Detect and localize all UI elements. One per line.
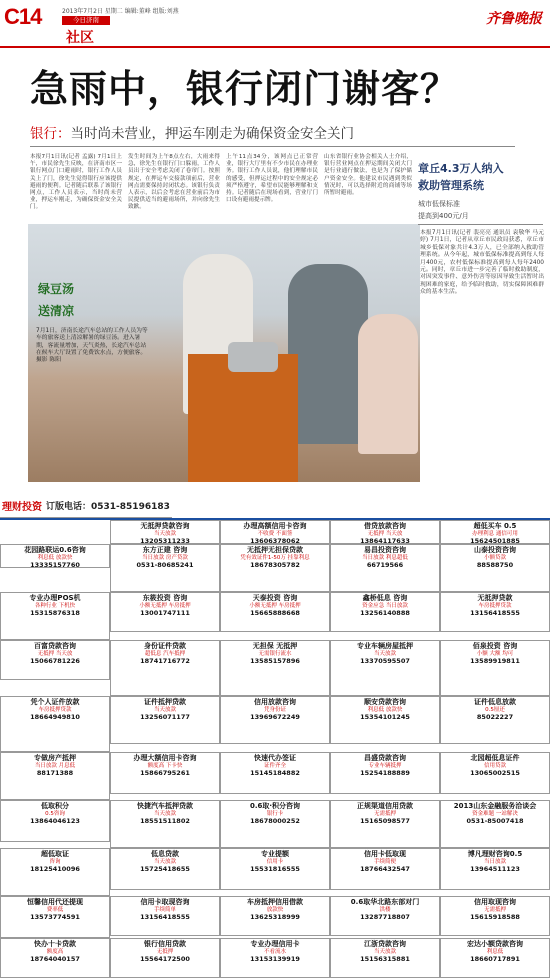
- ad-title: 专业提额: [261, 850, 289, 858]
- ad-cell: [0, 896, 110, 938]
- ad-phone: 66719566: [366, 561, 404, 569]
- ad-body: 0.5厘还: [485, 707, 505, 713]
- ad-cell: [440, 938, 550, 978]
- ad-body: 各种行业 下机快: [34, 603, 76, 609]
- ad-body: 银行卡: [266, 811, 284, 817]
- ad-title: 信用取现咨询: [474, 898, 516, 906]
- ad-cell: [220, 640, 330, 696]
- ad-cell: [220, 520, 330, 544]
- section-title: 社区: [66, 30, 94, 46]
- ad-cell: [110, 544, 220, 592]
- ad-phone: 15354101245: [360, 713, 410, 721]
- ad-cell: [110, 938, 220, 978]
- ad-body: 车房抵押贷款: [478, 603, 512, 609]
- ad-body: 办理利息 通信可用: [472, 531, 518, 537]
- ad-cell: [330, 938, 440, 978]
- ad-cell: [110, 896, 220, 936]
- ad-phone: 15254188889: [360, 769, 410, 777]
- ad-body: 信用贷款: [483, 763, 506, 769]
- ad-title: 昌盛贷款咨询: [364, 754, 406, 762]
- ad-cell: [330, 544, 440, 592]
- article-column-4: 山东省银行业协会相关人士介绍，银行营业网点在押运期间关闭大门是行业通行做法，也是为了保护储户资金安全。他建议市民遇到类似情况时，可以选择附近的商铺等场所暂时避雨。: [324, 154, 412, 197]
- ad-phone: 15866795261: [140, 769, 190, 777]
- ad-body: 利息低: [486, 949, 504, 955]
- ad-title: 天泰投资 咨询: [252, 594, 298, 602]
- ad-phone: 13205311233: [140, 537, 190, 545]
- ad-title: 低息贷款: [151, 850, 179, 858]
- sidebar-body: 本报7月1日讯(记者 裴亮亮 通讯员 袁敬华 马元婷) 7月1日，记者从章丘市民政局获悉，章丘市城乡低保对象共计4.3万人，已全部纳入救助管理系统。从今年起，城市低保标准提高到每人每月400元，农村低保标准提高到每人每年2400元。同时，章丘市进一步完善了临时救助制度，对因突发事件、意外伤害等原因导致生活暂时出现困难的家庭，给予临时救助，切实保障困难群众的基本生活。: [420, 230, 544, 296]
- article-column-1: 本报7月1日讯(记者 孟露) 7月1日上午，市民徐先生反映，在济南市区一银行网点门口避雨时，银行工作人员关上了门，徐先生觉得银行应该提供避雨的便利。记者随后联系了该银行网点，工作人员表示，当时尚未营业，押运车刚走，为确保资金安全关门。: [30, 154, 122, 211]
- ad-title: 信用卡取现咨询: [140, 898, 190, 906]
- ad-phone: 15564172500: [140, 955, 190, 963]
- ad-cell: [220, 696, 330, 744]
- ad-cell: [0, 544, 110, 568]
- ad-title: 花园路联运0.6咨询: [24, 546, 86, 554]
- ad-title: 低取积分: [41, 802, 69, 810]
- ads-strip: [0, 494, 172, 518]
- page-header: [0, 0, 550, 48]
- ad-title: 证件抵押贷款: [144, 698, 186, 706]
- ad-phone: 18125410096: [30, 865, 80, 873]
- ad-phone: 88171388: [36, 769, 74, 777]
- ad-body: 当日放款 利息超低: [362, 555, 408, 561]
- ad-cell: [220, 544, 330, 592]
- ad-title: 信用卡低取现: [364, 850, 406, 858]
- ad-title: 身份证件贷款: [144, 642, 186, 650]
- ads-grid: [0, 518, 550, 978]
- ad-title: 办理高额信用卡咨询: [243, 522, 307, 530]
- sidebar-subhead: 城市低保标准 提高到400元/月: [418, 200, 469, 220]
- ads-strip-label: 理财投资: [2, 502, 42, 513]
- ad-body: 费率低: [46, 907, 64, 913]
- ad-body: 小额无抵押 车房抵押: [139, 603, 191, 609]
- ad-cell: [110, 848, 220, 890]
- ad-cell: [440, 592, 550, 632]
- ad-cell: [330, 592, 440, 632]
- ad-cell: [330, 800, 440, 848]
- photo-soup-pot: [228, 342, 278, 372]
- ad-phone: 13153139919: [250, 955, 300, 963]
- ad-cell: [110, 520, 220, 544]
- ad-body: 凭有效证件1-50万 挂靠利息: [240, 555, 310, 561]
- ad-cell: [330, 896, 440, 936]
- ad-body: 当天放款: [373, 949, 396, 955]
- ad-title: 银行信用贷款: [144, 940, 186, 948]
- ad-cell: [440, 544, 550, 592]
- ad-phone: 13335157760: [30, 561, 80, 569]
- ad-phone: 13964511123: [470, 865, 520, 873]
- ad-title: 专做房产抵押: [34, 754, 76, 762]
- ad-body: 无抵押 当天放: [37, 651, 73, 657]
- ad-body: 洪楼: [379, 907, 391, 913]
- ad-phone: 13864046123: [30, 817, 80, 825]
- ad-title: 超低买车 0.5: [473, 522, 517, 530]
- ad-cell: [440, 696, 550, 744]
- headline-rule: [30, 146, 515, 147]
- photo-cabinet: [188, 354, 298, 482]
- ad-body: 手续简单: [153, 907, 176, 913]
- ad-body: 0.5咨询: [45, 811, 65, 817]
- ad-cell: [440, 520, 550, 544]
- ad-phone: 0531-80685241: [136, 561, 194, 569]
- ad-cell: [0, 848, 110, 896]
- ad-title: 顺安贷款咨询: [364, 698, 406, 706]
- ad-phone: 13573774591: [30, 913, 80, 921]
- ad-body: 不看流水: [263, 949, 286, 955]
- ad-cell: [330, 848, 440, 890]
- ad-title: 博凡理财咨询0.5: [467, 850, 523, 858]
- ad-title: 无抵押贷款: [477, 594, 513, 602]
- ad-body: 资金难题 一站解决: [472, 811, 518, 817]
- photo-caption-body: 7月1日，济南长途汽车总站的工作人员为等车的旅客送上清凉解暑的绿豆汤。进入暑期，客流量增加，天气炎热，长途汽车总站在候车大厅设置了免费饮水点，方便旅客。摄影 陈阳: [36, 328, 148, 364]
- ad-phone: 88588750: [476, 561, 514, 569]
- ad-body: 当日放款 房产贷款: [142, 555, 188, 561]
- ad-phone: 13156418555: [140, 913, 190, 921]
- ad-title: 快办十卡贷款: [34, 940, 76, 948]
- ad-title: 超低取证: [41, 850, 69, 858]
- ad-phone: 15315876318: [30, 609, 80, 617]
- ad-title: 专业车辆房屋抵押: [357, 642, 413, 650]
- ad-cell: [220, 752, 330, 794]
- ad-phone: 18660717891: [470, 955, 520, 963]
- ad-phone: 15725418655: [140, 865, 190, 873]
- ad-phone: 15531816555: [250, 865, 300, 873]
- ad-body: 资金应急 当日放款: [362, 603, 408, 609]
- sidebar-rule: [418, 224, 543, 225]
- ad-cell: [110, 752, 220, 794]
- ad-title: 专业办理信用卡: [250, 940, 300, 948]
- ad-phone: 0531-85007418: [466, 817, 524, 825]
- ad-title: 百富贷款咨询: [34, 642, 76, 650]
- ad-phone: 15145184882: [250, 769, 300, 777]
- ad-title: 东方正建 咨询: [142, 546, 188, 554]
- ad-title: 车房抵押信用借款: [247, 898, 303, 906]
- ad-title: 山泰投资咨询: [474, 546, 516, 554]
- ad-phone: 13001747111: [140, 609, 190, 617]
- ad-phone: 18766432547: [360, 865, 410, 873]
- ad-phone: 18741716772: [140, 657, 190, 665]
- photo-figure-traveler: [288, 264, 368, 444]
- ad-body: 额度高 下卡快: [147, 763, 183, 769]
- ad-phone: 13256071177: [140, 713, 190, 721]
- ad-body: 当天放款: [153, 531, 176, 537]
- ad-body: 当天放款: [153, 707, 176, 713]
- article-subhead: 银行：当时尚未营业，押运车刚走为确保资金安全关门: [30, 126, 354, 142]
- ad-body: 当天放款: [153, 811, 176, 817]
- ad-title: 北园超低息证件: [470, 754, 520, 762]
- ad-body: 无抵押 当天放: [367, 531, 403, 537]
- ad-body: 小额无抵押 车房抵押: [249, 603, 301, 609]
- ad-body: 无抵押: [156, 949, 174, 955]
- photo-caption-title: 绿豆汤 送清凉: [38, 282, 75, 318]
- ad-body: 无需银行流水: [258, 651, 292, 657]
- header-rule: [0, 46, 550, 48]
- ad-cell: [0, 938, 110, 978]
- ad-cell: [110, 696, 220, 744]
- ad-body: 小额 大额 均可: [476, 651, 514, 657]
- ad-title: 正规渠道信用贷款: [357, 802, 413, 810]
- ad-title: 鑫桥低息 咨询: [362, 594, 408, 602]
- ad-cell: [0, 800, 110, 842]
- ad-title: 恒馨信用代还提现: [27, 898, 83, 906]
- ad-body: 当天放款: [153, 859, 176, 865]
- photo-figure-child: [358, 314, 418, 454]
- ad-body: 当日放款: [483, 859, 506, 865]
- ad-phone: 15066781226: [30, 657, 80, 665]
- article-headline: 急雨中，银行闭门谢客？: [30, 67, 460, 111]
- ad-body: 不收费 不面签: [257, 531, 293, 537]
- ad-title: 快速代办签证: [254, 754, 296, 762]
- ad-cell: [220, 896, 330, 936]
- ad-phone: 85022227: [476, 713, 514, 721]
- ad-title: 办理大额信用卡咨询: [133, 754, 197, 762]
- ad-body: 当天放款: [373, 651, 396, 657]
- ad-phone: 15156315881: [360, 955, 410, 963]
- ad-title: 无抵押贷款咨询: [140, 522, 190, 530]
- ad-cell: [110, 592, 220, 632]
- ad-cell: [220, 938, 330, 978]
- ad-cell: [0, 592, 110, 640]
- classified-ads: [0, 494, 550, 963]
- ad-title: 佰泉投资 咨询: [472, 642, 518, 650]
- ad-title: 无抵押无担保贷款: [247, 546, 303, 554]
- ad-title: 2013山东金融服务洽谈会: [453, 802, 537, 810]
- ad-cell: [440, 896, 550, 936]
- ad-body: 超低息 汽车抵押: [144, 651, 186, 657]
- ad-cell: [440, 800, 550, 848]
- ad-cell: [0, 640, 110, 680]
- ad-phone: 18764040157: [30, 955, 80, 963]
- ad-phone: 13625318999: [250, 913, 300, 921]
- ad-phone: 13256140888: [360, 609, 410, 617]
- newspaper-logo: 齐鲁晚报: [486, 11, 542, 27]
- ad-cell: [220, 800, 330, 848]
- ad-phone: 13287718807: [360, 913, 410, 921]
- ad-body: 专业车辆抵押: [368, 763, 402, 769]
- ad-phone: 13585157896: [250, 657, 300, 665]
- ad-title: 无担保 无抵押: [252, 642, 298, 650]
- ad-phone: 15665888668: [250, 609, 300, 617]
- ad-phone: 13065002515: [470, 769, 520, 777]
- ad-body: 额度高: [46, 949, 64, 955]
- ad-cell: [220, 848, 330, 890]
- ad-body: 当日放款 月息低: [34, 763, 76, 769]
- ad-title: 江浙贷款咨询: [364, 940, 406, 948]
- ad-body: 凭身份证: [263, 707, 286, 713]
- ad-body: 利息低 放款快: [37, 555, 73, 561]
- section-bar: 今日济南: [62, 16, 110, 25]
- ad-body: 信用卡: [266, 859, 284, 865]
- ad-title: 证件低息放款: [474, 698, 516, 706]
- ad-phone: 15624501885: [470, 537, 520, 545]
- sidebar-headline: 章丘4.3万人纳入 救助管理系统: [418, 162, 504, 192]
- ad-title: 东筱投资 咨询: [142, 594, 188, 602]
- ad-phone: 15615918588: [470, 913, 520, 921]
- ad-title: 专业办理POS机: [29, 594, 81, 602]
- ad-phone: 18678305782: [250, 561, 300, 569]
- publication-meta: 2013年7月2日 星期二 编辑:董峰 组版:刘燕: [62, 8, 179, 15]
- ad-phone: 13370595507: [360, 657, 410, 665]
- ad-cell: [110, 800, 220, 848]
- ad-cell: [330, 752, 440, 794]
- ad-title: 0.6取·积分咨询: [249, 802, 301, 810]
- ad-cell: [0, 752, 110, 800]
- ad-cell: [330, 696, 440, 744]
- ad-body: 车房抵押贷款: [38, 707, 72, 713]
- ad-body: 手续简便: [373, 859, 396, 865]
- ads-strip-phone: 订版电话：0531-85196183: [46, 502, 170, 512]
- ad-cell: [220, 592, 330, 632]
- ad-title: 信用放款咨询: [254, 698, 296, 706]
- ad-body: 无需抵押: [373, 811, 396, 817]
- ad-phone: 15165098577: [360, 817, 410, 825]
- ad-title: 快捷汽车抵押贷款: [137, 802, 193, 810]
- ad-phone: 18551511802: [140, 817, 190, 825]
- page-number: C14: [4, 4, 42, 29]
- ad-phone: 18664949810: [30, 713, 80, 721]
- ad-title: 易昌投资咨询: [364, 546, 406, 554]
- ad-cell: [440, 640, 550, 696]
- ad-cell: [330, 640, 440, 696]
- article-column-3: 上午11点34分，该网点已正常营业，银行大厅里有不少市民在办理业务。银行工作人员说，他们理解市民的感受，但押运过程中的安全规定必须严格遵守，希望市民能够理解和支持。记者随后在现场看到，营业厅门口设有避雨提示牌。: [226, 154, 318, 204]
- ad-body: 利息低 放款快: [367, 707, 403, 713]
- ad-cell: [440, 848, 550, 890]
- ad-body: 放款快: [266, 907, 284, 913]
- ad-cell: [330, 520, 440, 544]
- ad-body: 证件齐全: [263, 763, 286, 769]
- ad-title: 宏达小额贷款咨询: [467, 940, 523, 948]
- ad-cell: [440, 752, 550, 794]
- ad-cell: [110, 640, 220, 696]
- ad-phone: 13864117633: [360, 537, 410, 545]
- ad-phone: 13156418555: [470, 609, 520, 617]
- ad-phone: 13969672249: [250, 713, 300, 721]
- ad-cell: [0, 696, 110, 752]
- article-column-2: 发生时间为上午8点左右，大雨来得急，徐先生在银行门口躲雨，工作人员出于安全考虑关闭了卷帘门。按照规定，在押运车交接款项前后，营业网点需要保持封闭状态。该银行负责人表示，以后会考虑在营业前后为市民提供适当的避雨场所，并向徐先生致歉。: [128, 154, 220, 211]
- ad-title: 0.6取华北路东部对门: [350, 898, 420, 906]
- ad-title: 凭个人证件放款: [30, 698, 80, 706]
- ad-title: 借贷放款咨询: [364, 522, 406, 530]
- ad-phone: 13589919811: [470, 657, 520, 665]
- ad-body: 小额贷款: [483, 555, 506, 561]
- ad-body: 咨询: [49, 859, 61, 865]
- ad-phone: 18678000252: [250, 817, 300, 825]
- ad-body: 无需抵押: [483, 907, 506, 913]
- ad-phone: 13606378062: [250, 537, 300, 545]
